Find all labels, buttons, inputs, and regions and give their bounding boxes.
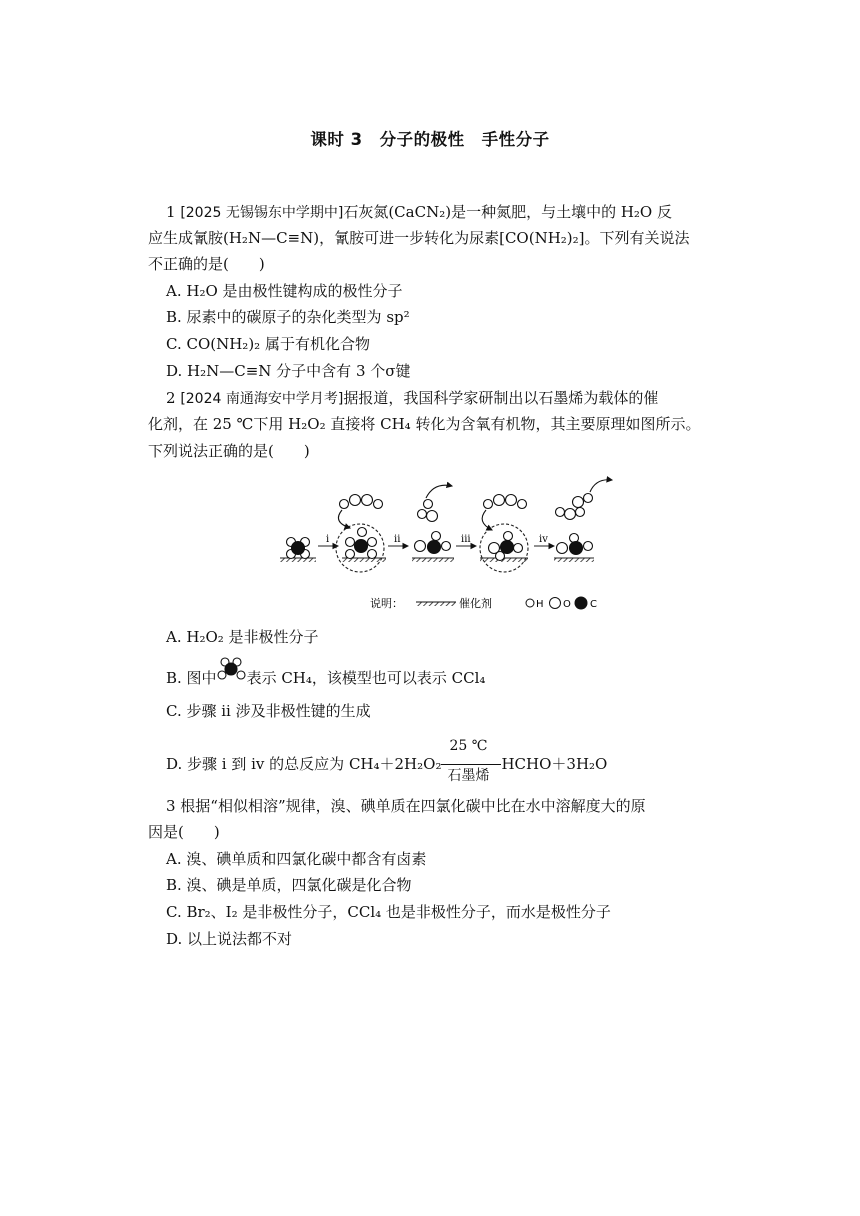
condition-temperature: 25 ℃ [449, 738, 488, 754]
q2-stem-line2: 化剂，在 25 ℃下用 H₂O₂ 直接将 CH₄ 转化为含氧有机物，其主要原理如图所示。 [148, 415, 701, 433]
ch4-model-icon [217, 669, 247, 683]
legend-o-icon [550, 598, 561, 609]
step-label-iv: iv [539, 534, 548, 545]
q1-stem-text: 石灰氮(CaCN₂)是一种氮肥，与土壤中的 H₂O 反 [343, 203, 672, 221]
q3-option-a: A. 溴、碘单质和四氯化碳中都含有卤素 [166, 850, 427, 868]
q2-number: 2 [166, 389, 181, 407]
q2-option-d-suffix: HCHO＋3H₂O [501, 755, 608, 773]
step-label-ii: ii [394, 534, 401, 545]
q2-option-a: A. H₂O₂ 是非极性分子 [166, 628, 319, 646]
q3-option-d: D. 以上说法都不对 [166, 930, 293, 948]
q3-option-c: C. Br₂、I₂ 是非极性分子，CCl₄ 也是非极性分子，而水是极性分子 [166, 903, 611, 921]
legend-c: C [590, 599, 597, 610]
catalyst-surface-5 [554, 558, 594, 562]
molecule-intermediate-2 [415, 532, 451, 554]
q2-source: [2024 南通海安中学月考] [180, 391, 344, 407]
legend-catalyst: 催化剂 [459, 597, 492, 610]
molecule-intermediate-1 [346, 528, 377, 559]
catalyst-surface-1 [280, 558, 316, 562]
molecule-water-leaving-1 [418, 500, 438, 522]
condition-catalyst: 石墨烯 [447, 768, 490, 784]
legend-prefix: 说明： [370, 597, 403, 610]
q2-option-d [166, 738, 608, 784]
legend-h: H [536, 599, 544, 610]
q2-stem-line1 [166, 388, 658, 409]
q1-source: [2025 无锡锡东中学期中] [180, 205, 344, 221]
q2-option-b-suffix: 表示 CH₄，该模型也可以表示 CCl₄ [246, 669, 486, 687]
legend-h-icon [526, 599, 534, 607]
q2-option-b-prefix: B. 图中 [166, 669, 217, 687]
q1-option-c: C. CO(NH₂)₂ 属于有机化合物 [166, 335, 370, 353]
molecule-ch4-1 [287, 538, 310, 559]
q1-number: 1 [166, 203, 181, 221]
reaction-condition [441, 738, 501, 784]
legend-c-icon [575, 597, 588, 610]
catalyst-surface-3 [412, 558, 454, 562]
q2-stem-line3: 下列说法正确的是( ) [148, 442, 310, 460]
mechanism-diagram [276, 470, 622, 620]
q1-stem-line3: 不正确的是( ) [148, 255, 265, 273]
q1-stem-line2: 应生成氰胺(H₂N—C≡N)，氰胺可进一步转化为尿素[CO(NH₂)₂]。下列有关说法 [148, 229, 690, 247]
legend-o: O [563, 599, 571, 610]
diagram-legend [370, 596, 597, 610]
page-title: 课时 3 分子的极性 手性分子 [310, 130, 550, 149]
q2-option-c: C. 步骤 ii 涉及非极性键的生成 [166, 702, 371, 720]
step-label-iii: iii [461, 534, 471, 545]
q3-option-b: B. 溴、碘是单质，四氯化碳是化合物 [166, 876, 412, 894]
q2-stem-text: 据报道，我国科学家研制出以石墨烯为载体的催 [343, 389, 659, 407]
q1-option-b: B. 尿素中的碳原子的杂化类型为 sp² [166, 308, 410, 326]
step-label-i: i [326, 534, 330, 545]
q2-option-d-prefix: D. 步骤 i 到 iv 的总反应为 CH₄＋2H₂O₂ [166, 755, 442, 773]
q1-option-d: D. H₂N—C≡N 分子中含有 3 个σ键 [166, 362, 411, 380]
q2-option-b [166, 668, 485, 688]
molecule-water-leaving-2 [556, 494, 593, 520]
condition-line [441, 764, 501, 765]
molecule-h2o2-incoming-2 [484, 495, 527, 509]
q1-stem-line1 [166, 202, 672, 223]
q3-stem-line2: 因是( ) [148, 823, 220, 841]
molecule-intermediate-3 [489, 532, 523, 561]
q3-stem-line1: 3 根据“相似相溶”规律，溴、碘单质在四氯化碳中比在水中溶解度大的原 [166, 797, 646, 815]
q1-option-a: A. H₂O 是由极性键构成的极性分子 [166, 282, 403, 300]
molecule-h2o2-incoming-1 [340, 495, 383, 509]
molecule-product-final [557, 534, 593, 555]
